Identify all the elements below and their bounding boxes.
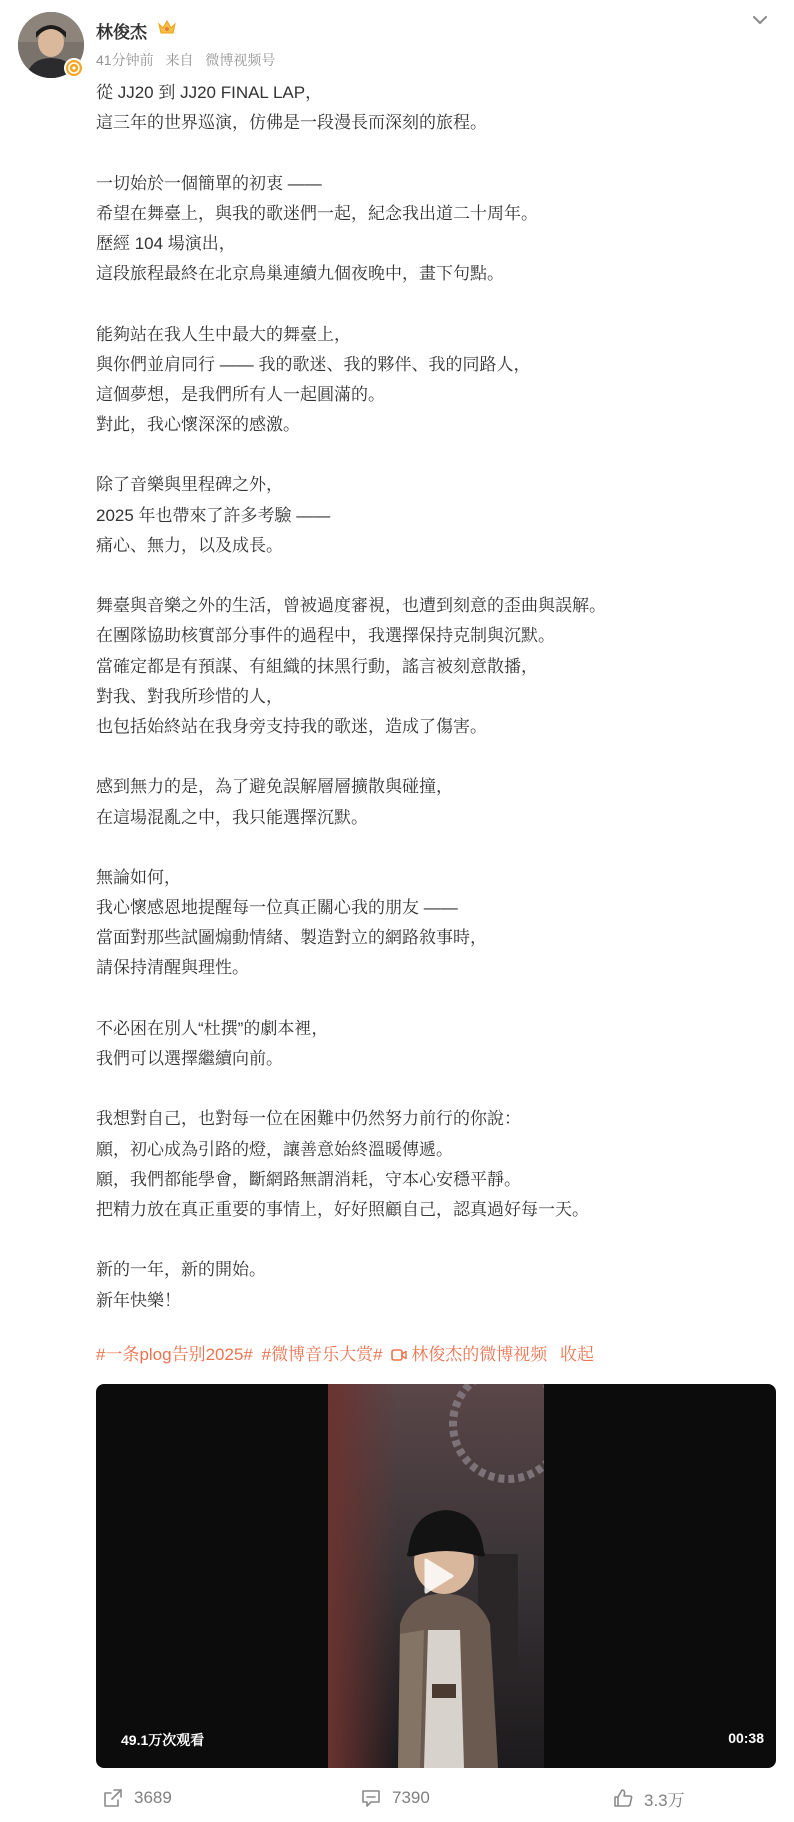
action-bar: [0, 1780, 794, 1816]
post-line: 能夠站在我人生中最大的舞臺上，: [96, 324, 351, 344]
paragraph-gap: [96, 138, 776, 168]
post-line: 一切始於一個簡單的初衷 ——: [96, 173, 322, 193]
video-link[interactable]: [391, 1345, 556, 1364]
video-link-label[interactable]: 林俊杰的微博视频: [411, 1345, 548, 1364]
repost-button[interactable]: [102, 1780, 172, 1816]
play-icon[interactable]: [412, 1552, 460, 1600]
post-source[interactable]: 微博视频号: [205, 52, 276, 68]
video-icon: [391, 1348, 407, 1362]
paragraph-gap: [96, 440, 776, 470]
author-name[interactable]: 林俊杰: [96, 23, 147, 42]
post-line: 希望在舞臺上，與我的歌迷們一起，紀念我出道二十周年。: [96, 203, 538, 223]
post-line: 當面對那些試圖煽動情緒、製造對立的網路敘事時，: [96, 928, 487, 948]
post-line: 感到無力的是，為了避免誤解層層擴散與碰撞，: [96, 777, 453, 797]
post-line: 對我、對我所珍惜的人，: [96, 686, 283, 706]
post-line: 痛心、無力，以及成長。: [96, 535, 283, 555]
paragraph-gap: [96, 1225, 776, 1255]
post-line: 我們可以選擇繼續向前。: [96, 1049, 283, 1068]
source-prefix: 来自: [165, 52, 194, 68]
paragraph-gap: [96, 833, 776, 863]
comment-icon: [360, 1787, 382, 1809]
repost-icon: [102, 1787, 124, 1809]
chevron-down-icon[interactable]: [748, 8, 772, 32]
post-line: 把精力放在真正重要的事情上，好好照顧自己，認真過好每一天。: [96, 1199, 589, 1219]
post-line: 與你們並肩同行 —— 我的歌迷、我的夥伴、我的同路人，: [96, 354, 531, 374]
post-line: 2025 年也帶來了許多考驗 ——: [96, 505, 331, 525]
collapse-link[interactable]: 收起: [560, 1345, 594, 1364]
post-line: 舞臺與音樂之外的生活，曾被過度審視，也遭到刻意的歪曲與誤解。: [96, 596, 606, 616]
comment-count: 7390: [392, 1788, 430, 1807]
post-text: [96, 78, 776, 1316]
post-meta: [96, 50, 283, 70]
post-line: 這三年的世界巡演，仿佛是一段漫長而深刻的旅程。: [96, 113, 487, 133]
paragraph-gap: [96, 289, 776, 319]
topic-tag[interactable]: #微博音乐大赏#: [261, 1345, 383, 1364]
like-icon: [612, 1787, 634, 1809]
post-line: 對此，我心懷深深的感激。: [96, 415, 300, 435]
post-line: 也包括始終站在我身旁支持我的歌迷，造成了傷害。: [96, 716, 487, 736]
topic-tag[interactable]: #一条plog告别2025#: [96, 1345, 253, 1364]
verified-badge-icon: [64, 58, 84, 78]
paragraph-gap: [96, 1074, 776, 1104]
paragraph-gap: [96, 742, 776, 772]
post-line: 從 JJ20 到 JJ20 FINAL LAP，: [96, 83, 323, 102]
like-count: 3.3万: [644, 1790, 685, 1810]
post-line: 不必困在別人“杜撰”的劇本裡，: [96, 1018, 329, 1038]
post-line: 這個夢想，是我們所有人一起圓滿的。: [96, 384, 385, 404]
post-time[interactable]: 41分钟前: [96, 52, 154, 68]
like-button[interactable]: [612, 1780, 685, 1816]
post-line: 新年快樂！: [96, 1290, 181, 1310]
repost-count: 3689: [134, 1788, 172, 1807]
post-line: 除了音樂與里程碑之外，: [96, 475, 283, 495]
video-duration: 00:38: [728, 1730, 764, 1746]
post-tags: [96, 1340, 598, 1370]
video-player[interactable]: [96, 1384, 776, 1768]
post-line: 我想對自己，也對每一位在困難中仍然努力前行的你說：: [96, 1109, 521, 1129]
paragraph-gap: [96, 984, 776, 1014]
post-header: [0, 0, 794, 80]
post-line: 願，我們都能學會，斷網路無謂消耗，守本心安穩平靜。: [96, 1169, 521, 1189]
post-line: 無論如何，: [96, 867, 181, 887]
post-line: 請保持清醒與理性。: [96, 958, 249, 978]
crown-icon[interactable]: [156, 16, 178, 38]
post-line: 這段旅程最終在北京鳥巢連續九個夜晚中，畫下句點。: [96, 264, 504, 284]
post-line: 新的一年，新的開始。: [96, 1260, 266, 1280]
post-line: 願，初心成為引路的燈，讓善意始終溫暖傳遞。: [96, 1139, 453, 1159]
comment-button[interactable]: [360, 1780, 430, 1816]
view-count: 49.1万次观看: [121, 1732, 205, 1748]
paragraph-gap: [96, 561, 776, 591]
post-line: 在團隊協助核實部分事件的過程中，我選擇保持克制與沉默。: [96, 626, 555, 646]
post-line: 當確定都是有預謀、有組織的抹黑行動，謠言被刻意散播，: [96, 656, 538, 676]
post-line: 歷經 104 場演出，: [96, 233, 236, 253]
post-line: 在這場混亂之中，我只能選擇沉默。: [96, 807, 368, 827]
post-line: 我心懷感恩地提醒每一位真正關心我的朋友 ——: [96, 898, 458, 918]
